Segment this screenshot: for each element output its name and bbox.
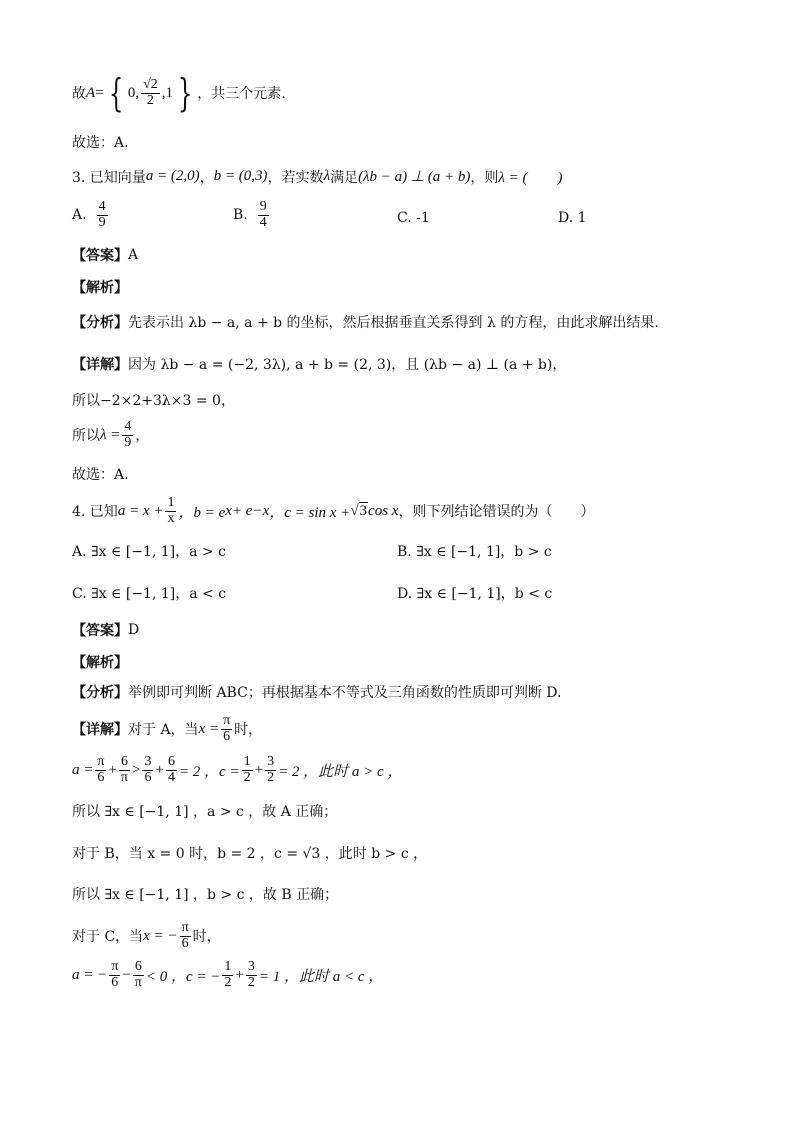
- op: +: [108, 761, 117, 778]
- math-x: x =: [198, 720, 220, 737]
- fraction: $\frac{√2}{2}$: [143, 76, 158, 108]
- text: 所以: [72, 428, 100, 445]
- step-C1: [72, 921, 221, 951]
- text: 举例即可判断 ABC；再根据基本不等式及三角函数的性质即可判断 D.: [128, 685, 562, 701]
- math-b: ，b = e: [178, 504, 226, 521]
- set-item: 0,: [127, 84, 140, 101]
- fraction: $\frac{3}{2}$: [247, 959, 255, 990]
- fraction: $\frac{6}{4}$: [167, 754, 175, 785]
- option-4-A: A. ∃x ∈ [−1, 1]，a > c: [72, 544, 226, 560]
- text: 因为 λb − a = (−2, 3λ), a + b = (2, 3)，且 (λb − a) ⊥ (a + b)，: [128, 357, 567, 373]
- answer-line: 故选：A.: [72, 135, 129, 151]
- math: = 2 ，此时 a > c ，: [278, 763, 403, 780]
- left-brace: {: [108, 71, 123, 115]
- fraction: $\frac{\pi}{6}$: [111, 959, 119, 990]
- text: 故: [72, 86, 86, 102]
- math: = 1 ，此时 a < c ，: [258, 968, 384, 985]
- set-item: ,1: [161, 84, 174, 101]
- text: ，: [135, 428, 150, 445]
- exponent: −x: [252, 502, 270, 519]
- answer-line: 故选：A.: [72, 467, 129, 483]
- step-B1: 对于 B，当 x = 0 时，b = 2 ，c = √3 ，此时 b > c ，: [72, 846, 428, 862]
- op: >: [132, 761, 141, 778]
- step-A: 所以 ∃x ∈ [−1, 1] ，a > c ，故 A 正确；: [72, 804, 338, 820]
- sqrt-value: 3: [359, 503, 368, 520]
- exponent: x: [225, 502, 232, 519]
- tag: 【分析】: [72, 315, 128, 331]
- math: < 0 ，c = −: [145, 968, 221, 985]
- step-B2: 所以 ∃x ∈ [−1, 1] ，b > c ，故 B 正确；: [72, 887, 339, 903]
- text: ，则: [470, 169, 499, 186]
- math-b: + e: [231, 502, 253, 519]
- blank: λ = ( ): [498, 170, 563, 186]
- option-3-B: [233, 200, 271, 230]
- answer-tag: 【答案】: [72, 623, 128, 639]
- lambda: λ =: [100, 426, 121, 443]
- question-4: [72, 496, 594, 526]
- condition: (λb − a) ⊥ (a + b): [358, 169, 471, 185]
- text: ，共三个元素.: [197, 86, 286, 102]
- vector-a: a = (2,0): [145, 168, 200, 184]
- tag: 【详解】: [72, 357, 128, 373]
- op: +: [235, 966, 244, 983]
- fraction: $\frac{9}{4}$: [259, 199, 267, 230]
- tag: 【解析】: [72, 655, 128, 671]
- detail-4: [72, 714, 262, 744]
- analysis-4: [72, 682, 561, 702]
- equation-C: [72, 960, 383, 990]
- text: 满足: [330, 169, 359, 186]
- math-A: A: [86, 84, 96, 101]
- fraction: $\frac{4}{9}$: [98, 199, 106, 230]
- answer-value: D: [128, 622, 140, 638]
- option-4-D: D. ∃x ∈ [−1, 1]，b < c: [397, 586, 553, 602]
- answer-4: [72, 620, 139, 640]
- text: 先表示出 λb − a, a + b 的坐标，然后根据垂直关系得到 λ 的方程，由此求解出结果.: [128, 315, 659, 331]
- math-c: cos x: [368, 502, 399, 519]
- math: = 2 ，c =: [178, 763, 240, 780]
- analysis-tag: [72, 277, 128, 297]
- op: +: [254, 761, 264, 778]
- op: −: [122, 966, 131, 983]
- math-a: a = x +: [117, 502, 164, 519]
- question-number: 4. 已知: [72, 504, 118, 521]
- equation-A: [72, 755, 402, 785]
- analysis-tag: [72, 652, 128, 672]
- question-3: [72, 166, 562, 187]
- text: 对于 C，当: [72, 929, 144, 946]
- right-brace: }: [177, 71, 193, 115]
- fraction: $\frac{1}{2}$: [243, 754, 251, 785]
- question-number: 3. 已知向量: [72, 169, 146, 186]
- option-3-C: C. -1: [397, 210, 430, 226]
- math: a = −: [72, 966, 108, 983]
- option-3-D: D. 1: [558, 210, 587, 226]
- fraction: $\frac{3}{2}$: [267, 754, 275, 785]
- fraction: $\frac{6}{\pi}$: [120, 754, 128, 785]
- tag: 【分析】: [72, 685, 128, 701]
- text: ，若实数: [267, 169, 324, 186]
- option-4-C: C. ∃x ∈ [−1, 1]，a < c: [72, 586, 227, 602]
- option-label: A.: [72, 207, 87, 224]
- lambda: λ: [323, 168, 331, 184]
- set-A-line: [72, 71, 286, 115]
- fraction: $\frac{\pi}{6}$: [223, 713, 231, 744]
- text: ，: [199, 169, 214, 186]
- detail-3: [72, 354, 566, 374]
- tag: 【解析】: [72, 280, 128, 296]
- fraction: $\frac{3}{6}$: [144, 754, 152, 785]
- fraction: $\frac{4}{9}$: [124, 419, 132, 450]
- fraction: $\frac{1}{x}$: [167, 495, 175, 526]
- vector-b: b = (0,3): [213, 168, 268, 184]
- text: 时，: [234, 722, 263, 739]
- option-label: B.: [233, 207, 248, 224]
- fraction: $\frac{1}{2}$: [224, 959, 232, 990]
- sqrt-sign: √: [350, 502, 359, 519]
- fraction: $\frac{6}{\pi}$: [134, 959, 142, 990]
- math: a =: [72, 761, 94, 778]
- math-eq: =: [95, 84, 104, 101]
- step-3a: 所以−2×2+3λ×3 = 0，: [72, 393, 235, 409]
- text: 对于 A，当: [128, 722, 199, 739]
- tag: 【详解】: [72, 722, 128, 739]
- text: 时，: [192, 929, 221, 946]
- analysis-3: [72, 312, 659, 332]
- option-3-A: [72, 200, 110, 230]
- fraction: $\frac{\pi}{6}$: [181, 920, 189, 951]
- option-4-B: B. ∃x ∈ [−1, 1]，b > c: [397, 544, 552, 560]
- answer-3: [72, 245, 138, 265]
- text: ，则下列结论错误的为（ ）: [398, 504, 595, 521]
- step-3b: [72, 420, 149, 450]
- math-x: x = −: [143, 927, 178, 944]
- answer-value: A: [128, 247, 139, 263]
- answer-tag: 【答案】: [72, 248, 128, 264]
- op: +: [155, 761, 164, 778]
- fraction: $\frac{\pi}{6}$: [97, 754, 105, 785]
- math-c: ，c = sin x +: [269, 504, 351, 521]
